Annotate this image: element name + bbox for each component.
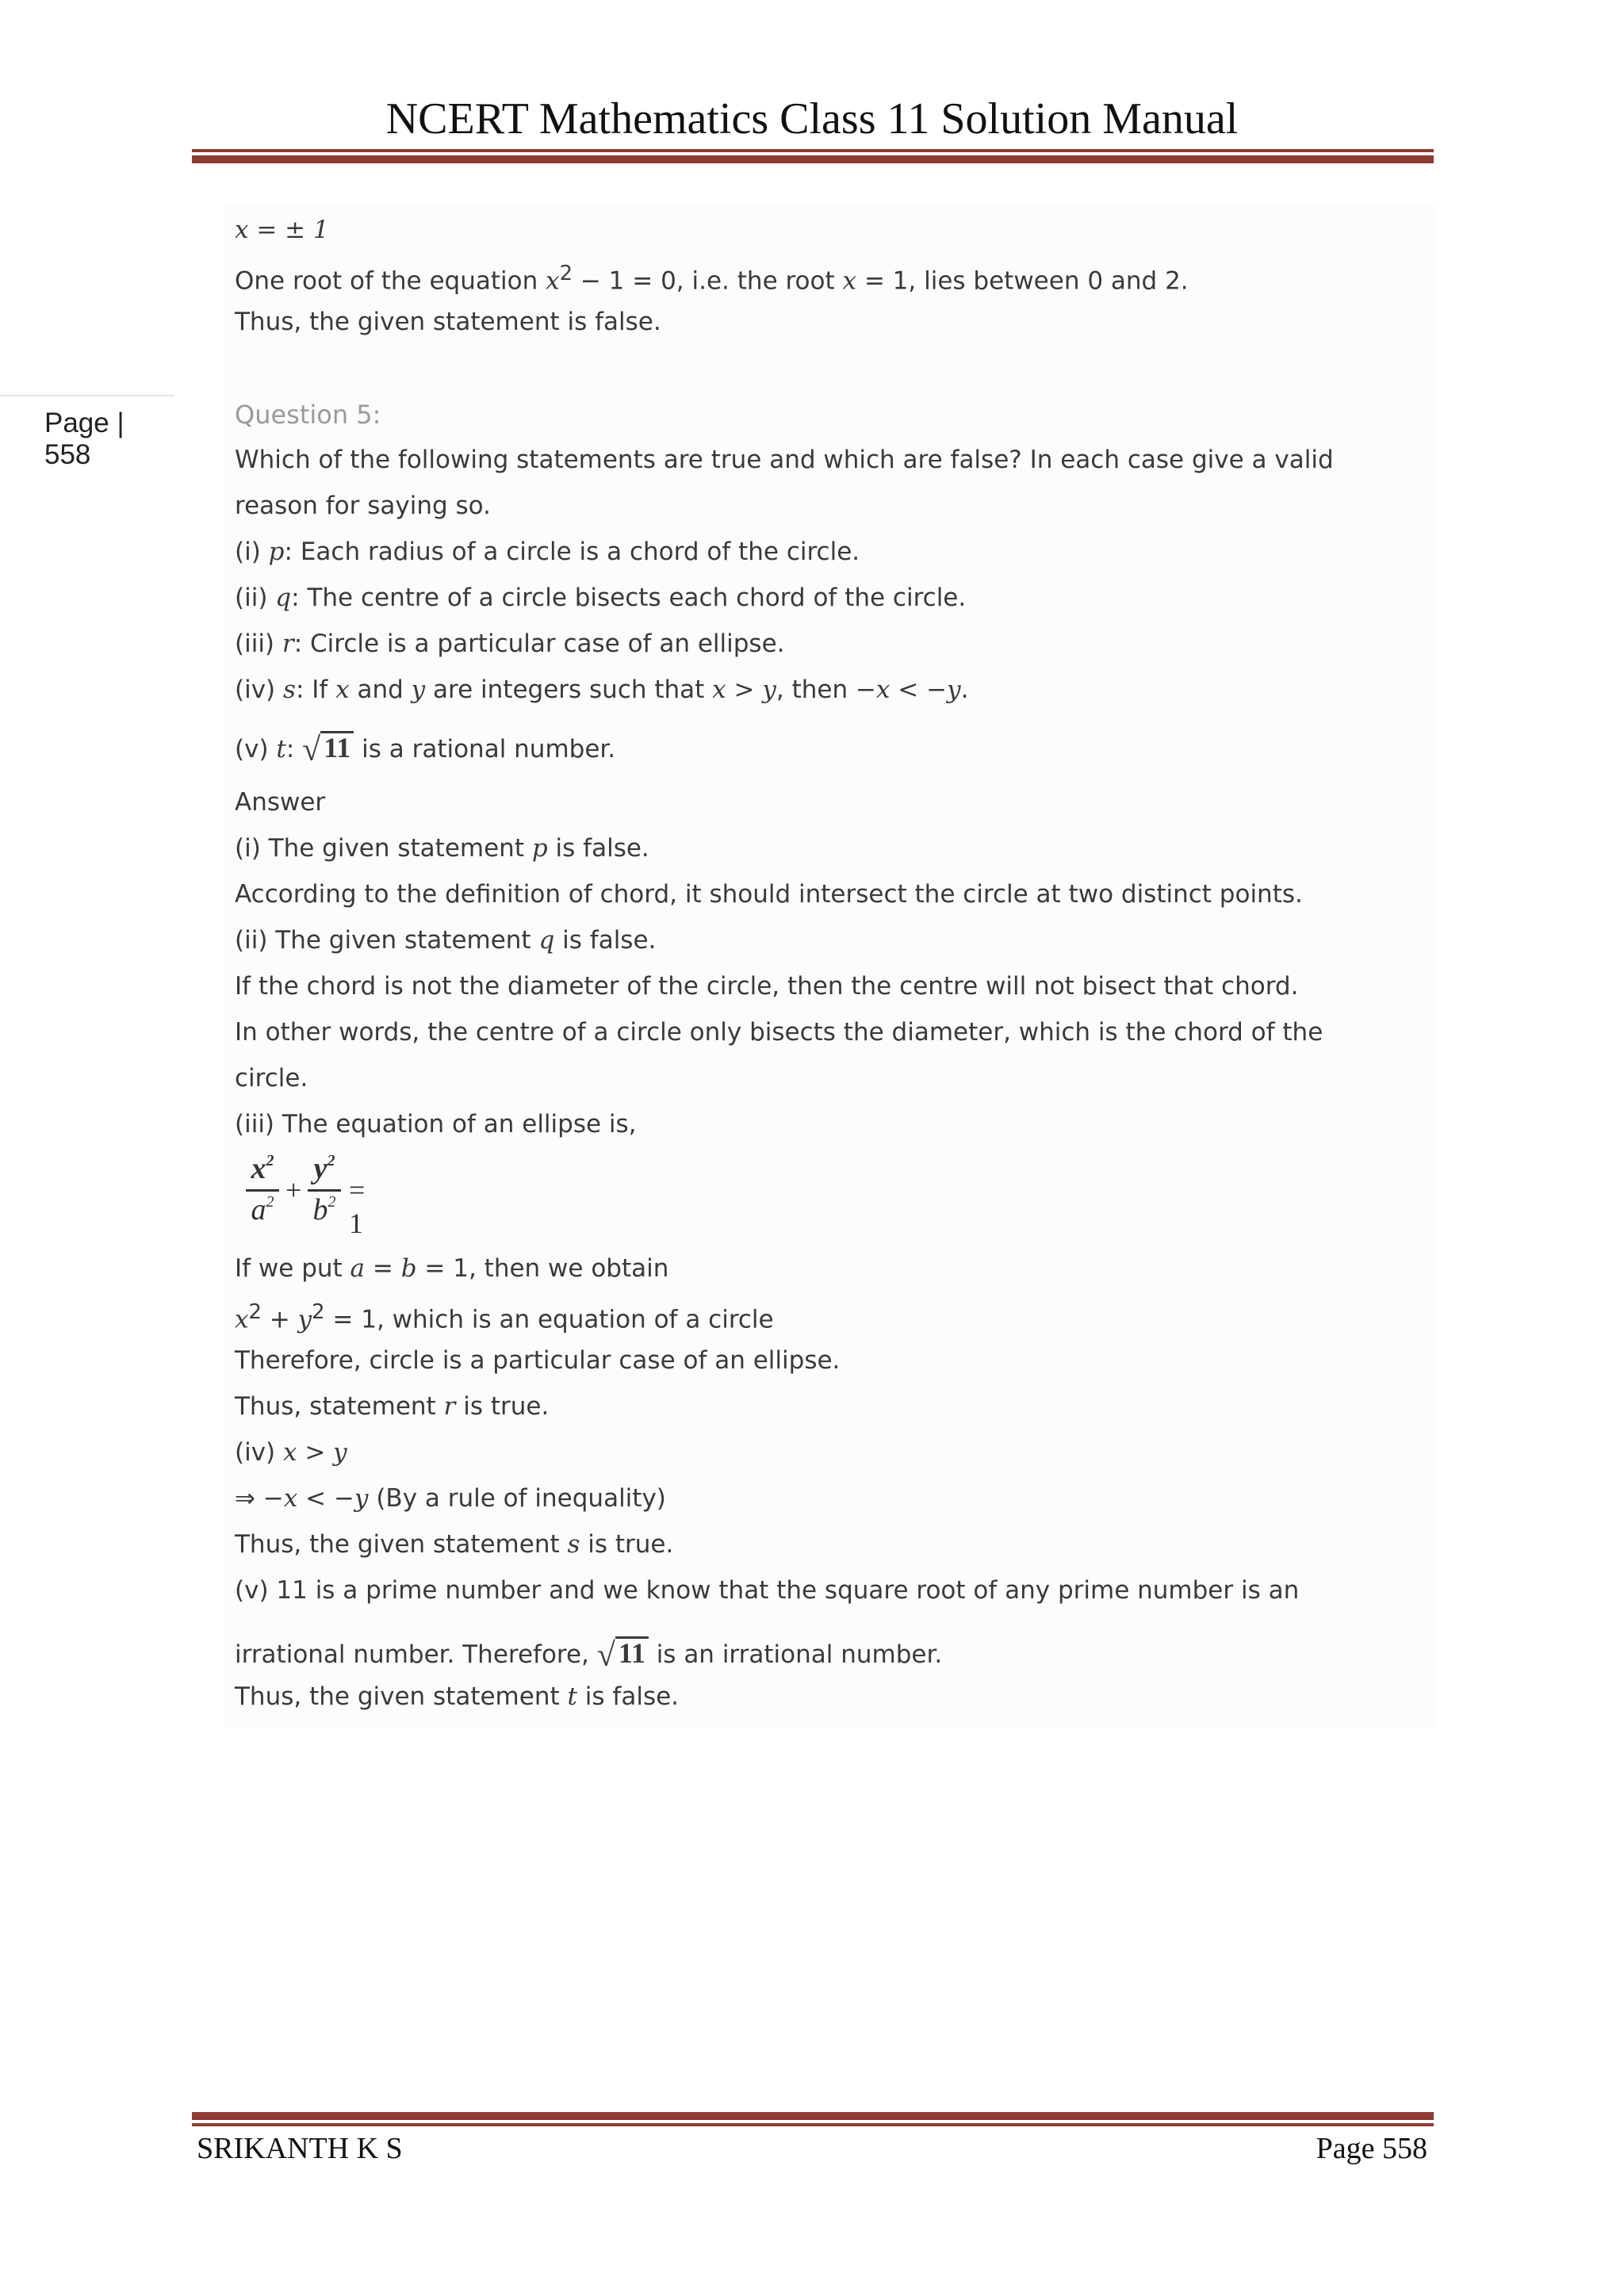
answer-i — [235, 834, 649, 863]
math-var: x — [335, 675, 350, 704]
eq-plus: + — [285, 1174, 302, 1206]
fraction-bar — [246, 1189, 279, 1192]
math-var: a — [350, 1254, 366, 1283]
answer-iii-line-4 — [235, 1392, 549, 1421]
statement-t — [235, 731, 615, 769]
math-var: x — [546, 266, 560, 296]
side-page-label: Page | 558 — [44, 408, 124, 470]
text-span: : Each radius of a circle is a chord of the circle. — [284, 538, 860, 566]
statement-s — [235, 675, 968, 704]
text-span: Thus, the given statement — [235, 1530, 568, 1559]
answer-iii-line-3: Therefore, circle is a particular case of an ellipse. — [235, 1346, 841, 1375]
math-var: y — [297, 1305, 312, 1334]
text-span: irrational number. Therefore, — [235, 1640, 597, 1669]
math-expr: x > y — [712, 675, 776, 704]
text-span: (v) — [235, 735, 277, 763]
implies-symbol: ⇒ — [235, 1484, 263, 1513]
text-span: Thus, the given statement — [235, 1682, 568, 1711]
math-var: p — [268, 538, 285, 566]
math-var: s — [283, 675, 296, 704]
eq-x-exp: 2 — [266, 1152, 274, 1169]
text-span: . — [960, 675, 969, 704]
header-rule-thin — [192, 149, 1434, 152]
text-span: (ii) The given statement — [235, 926, 539, 955]
math-var: x — [842, 266, 856, 296]
answer-i-reason: According to the definition of chord, it should intersect the circle at two distinct points. — [235, 880, 1303, 909]
eq-b: b — [312, 1193, 328, 1226]
text-span: (ii) — [235, 584, 276, 612]
answer-iii-line-2 — [235, 1300, 774, 1334]
sqrt-radicand: 11 — [320, 731, 354, 762]
statement-r — [235, 629, 785, 658]
question-5-text-2: reason for saying so. — [235, 492, 491, 520]
eq-a: a — [251, 1193, 266, 1226]
eq-equals-one: = 1 — [349, 1174, 366, 1239]
text-span: is false. — [576, 1682, 680, 1711]
math-var: q — [275, 584, 292, 612]
text-span: (iii) — [235, 629, 282, 658]
eq-y-exp: 2 — [327, 1152, 335, 1169]
eq-x: x — [251, 1152, 266, 1185]
text-span: : Circle is a particular case of an ellipse. — [293, 629, 785, 658]
math-expr: −x < −y — [855, 675, 961, 704]
fraction-bar — [308, 1189, 341, 1192]
math-var: t — [276, 735, 286, 763]
text-span: = 1, then we obtain — [416, 1254, 669, 1283]
text-span: = — [365, 1254, 401, 1283]
text-span: + — [261, 1305, 298, 1334]
statement-q — [235, 584, 966, 612]
text-span: (iv) — [235, 675, 284, 704]
text-span: = 1, lies between 0 and 2. — [856, 266, 1189, 296]
text-span: and — [349, 675, 412, 704]
exponent: 2 — [312, 1300, 325, 1324]
math-var: r — [443, 1392, 456, 1421]
footer-page-number: Page 558 — [1316, 2132, 1427, 2165]
text-span: , then — [776, 675, 856, 704]
footer-rule-thin — [192, 2123, 1434, 2126]
text-span: : — [285, 735, 303, 763]
math-var: b — [400, 1254, 417, 1283]
answer-ii-line-1: If the chord is not the diameter of the circle, then the centre will not bisect that chord. — [235, 972, 1299, 1001]
eq-a-exp: 2 — [266, 1193, 274, 1211]
eq-y: y — [313, 1152, 327, 1185]
text-span: is a rational number. — [354, 735, 616, 763]
math-expr: −x < −y — [262, 1484, 369, 1513]
answer-ii-line-3: circle. — [235, 1064, 308, 1093]
text-span: is true. — [580, 1530, 674, 1559]
text-span: (i) The given statement — [235, 834, 532, 863]
text-span: = 1, which is an equation of a circle — [324, 1305, 774, 1334]
text-span: are integers such that — [425, 675, 713, 704]
answer-iii-line-1 — [235, 1254, 668, 1283]
text-span: (i) — [235, 538, 269, 566]
answer-v-line-3 — [235, 1682, 679, 1711]
line-statement-false: Thus, the given statement is false. — [235, 308, 661, 336]
math-var: t — [567, 1682, 577, 1711]
question-5-title: Question 5: — [235, 400, 381, 430]
answer-ii-line-2: In other words, the centre of a circle only bisects the diameter, which is the chord of the — [235, 1018, 1323, 1047]
exponent: 2 — [248, 1300, 262, 1324]
math-var: x — [235, 1305, 249, 1334]
answer-v-line-2 — [235, 1636, 942, 1674]
text-span: : If — [295, 675, 336, 704]
answer-iv-line-3 — [235, 1530, 673, 1559]
math-var: s — [567, 1530, 580, 1559]
math-var: p — [531, 834, 548, 863]
text-span: is false. — [547, 834, 649, 863]
sqrt-radicand: 11 — [615, 1636, 649, 1667]
answer-heading: Answer — [235, 788, 326, 817]
answer-iv-line-1 — [235, 1438, 347, 1467]
exponent: 2 — [559, 262, 573, 285]
answer-iii-intro: (iii) The equation of an ellipse is, — [235, 1110, 637, 1138]
line-x-plus-minus-one — [235, 216, 329, 244]
text-span: is true. — [455, 1392, 550, 1421]
text-span: One root of the equation — [235, 266, 546, 296]
eq-b-exp: 2 — [327, 1193, 336, 1211]
text-span: : The centre of a circle bisects each chord of the circle. — [291, 584, 967, 612]
text-span: Thus, statement — [235, 1392, 444, 1421]
text-span: If we put — [235, 1254, 350, 1283]
statement-p — [235, 538, 860, 566]
text-span: (By a rule of inequality) — [368, 1484, 666, 1513]
math-expr: x > y — [283, 1438, 347, 1467]
math-var: y — [411, 675, 426, 704]
footer-rule-thick — [192, 2112, 1434, 2120]
text-span: − 1 = 0, i.e. the root — [573, 266, 843, 296]
page-header-title: NCERT Mathematics Class 11 Solution Manual — [385, 94, 1239, 144]
math-var: q — [538, 926, 555, 955]
answer-iv-line-2 — [235, 1484, 666, 1513]
text-span: is an irrational number. — [648, 1640, 943, 1669]
sqrt-sign: √ — [302, 732, 321, 768]
side-page-tab — [0, 395, 174, 470]
footer-author: SRIKANTH K S — [197, 2132, 403, 2165]
sqrt-sign: √ — [596, 1637, 615, 1674]
header-rule-thick — [192, 155, 1434, 163]
text-span: (iv) — [235, 1438, 284, 1467]
text-span: is false. — [554, 926, 657, 955]
math-x-plus-minus-one: x = ± 1 — [235, 216, 329, 244]
question-5-text-1: Which of the following statements are true and which are false? In each case give a valid — [235, 446, 1334, 474]
answer-ii — [235, 926, 656, 955]
math-var: r — [282, 629, 294, 658]
answer-v-line-1: (v) 11 is a prime number and we know that the square root of any prime number is an — [235, 1576, 1300, 1605]
line-root-between — [235, 262, 1189, 295]
